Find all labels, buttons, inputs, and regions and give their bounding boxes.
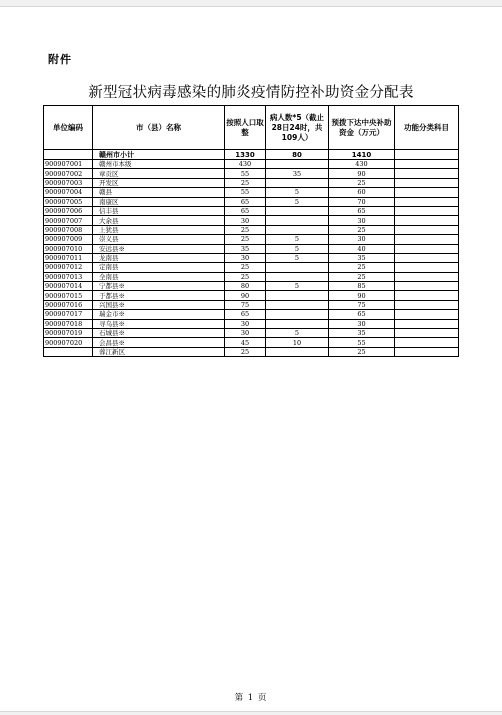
cell-code: 900907015 — [44, 291, 93, 300]
cell-code: 900907013 — [44, 272, 93, 281]
cell-population: 35 — [225, 244, 266, 253]
cell-patients — [266, 291, 329, 300]
cell-code: 900907010 — [44, 244, 93, 253]
cell-patients: 35 — [266, 169, 329, 178]
cell-patients — [266, 272, 329, 281]
subtotal-population: 1330 — [225, 150, 266, 160]
page-number: 第 1 页 — [234, 693, 268, 703]
cell-population: 430 — [225, 160, 266, 169]
cell-patients — [266, 160, 329, 169]
cell-patients — [266, 300, 329, 309]
cell-population: 30 — [225, 253, 266, 262]
table-row — [44, 282, 459, 291]
cell-name: 章贡区 — [93, 169, 225, 178]
cell-funds: 430 — [329, 160, 395, 169]
cell-category — [395, 272, 459, 281]
cell-population: 65 — [225, 206, 266, 215]
cell-funds: 75 — [329, 300, 395, 309]
cell-patients: 10 — [266, 338, 329, 347]
table-row — [44, 178, 459, 187]
cell-funds: 25 — [329, 347, 395, 356]
cell-population: 45 — [225, 338, 266, 347]
table-row — [44, 338, 459, 347]
document-page — [0, 6, 502, 712]
cell-name: 赣州市本级 — [93, 160, 225, 169]
cell-patients: 5 — [266, 235, 329, 244]
cell-category — [395, 263, 459, 272]
table-row — [44, 329, 459, 338]
table-header-row — [44, 106, 459, 150]
cell-category — [395, 244, 459, 253]
cell-population: 65 — [225, 197, 266, 206]
cell-patients — [266, 347, 329, 356]
cell-name: 赣县 — [93, 188, 225, 197]
cell-name: 于都县※ — [93, 291, 225, 300]
cell-population: 25 — [225, 347, 266, 356]
cell-code: 900907016 — [44, 300, 93, 309]
cell-funds: 25 — [329, 178, 395, 187]
table-row — [44, 310, 459, 319]
table-row — [44, 197, 459, 206]
allocation-table — [43, 105, 459, 357]
cell-code: 900907008 — [44, 225, 93, 234]
cell-category — [395, 160, 459, 169]
table-row — [44, 263, 459, 272]
cell-patients: 5 — [266, 188, 329, 197]
cell-patients — [266, 178, 329, 187]
cell-population: 30 — [225, 319, 266, 328]
cell-code: 900907002 — [44, 169, 93, 178]
cell-category — [395, 329, 459, 338]
cell-funds: 25 — [329, 272, 395, 281]
cell-patients: 5 — [266, 197, 329, 206]
subtotal-funds: 1410 — [329, 150, 395, 160]
cell-funds: 60 — [329, 188, 395, 197]
cell-code: 900907012 — [44, 263, 93, 272]
cell-patients: 5 — [266, 253, 329, 262]
cell-name: 信丰县 — [93, 206, 225, 215]
table-row — [44, 291, 459, 300]
cell-category — [395, 310, 459, 319]
subtotal-code — [44, 150, 93, 160]
cell-category — [395, 300, 459, 309]
cell-funds: 35 — [329, 329, 395, 338]
table-row — [44, 160, 459, 169]
cell-patients: 5 — [266, 244, 329, 253]
cell-patients — [266, 263, 329, 272]
cell-category — [395, 347, 459, 356]
cell-funds: 70 — [329, 197, 395, 206]
cell-population: 55 — [225, 169, 266, 178]
cell-category — [395, 225, 459, 234]
cell-category — [395, 319, 459, 328]
cell-patients — [266, 310, 329, 319]
cell-code: 900907017 — [44, 310, 93, 319]
cell-funds: 35 — [329, 253, 395, 262]
cell-name: 上犹县 — [93, 225, 225, 234]
cell-category — [395, 235, 459, 244]
cell-funds: 25 — [329, 225, 395, 234]
cell-funds: 90 — [329, 291, 395, 300]
cell-code: 900907001 — [44, 160, 93, 169]
header-category: 功能分类科目 — [395, 106, 459, 150]
cell-name: 宁都县※ — [93, 282, 225, 291]
table-row — [44, 225, 459, 234]
cell-patients: 5 — [266, 329, 329, 338]
table-row — [44, 188, 459, 197]
cell-population: 25 — [225, 272, 266, 281]
cell-population: 80 — [225, 282, 266, 291]
table-row — [44, 253, 459, 262]
table-row — [44, 300, 459, 309]
cell-code: 900907018 — [44, 319, 93, 328]
cell-name: 蓉江新区 — [93, 347, 225, 356]
cell-code: 900907011 — [44, 253, 93, 262]
cell-category — [395, 291, 459, 300]
cell-population: 25 — [225, 235, 266, 244]
subtotal-patients: 80 — [266, 150, 329, 160]
cell-code: 900907020 — [44, 338, 93, 347]
cell-funds: 40 — [329, 244, 395, 253]
cell-name: 瑞金市※ — [93, 310, 225, 319]
cell-funds: 65 — [329, 206, 395, 215]
cell-population: 25 — [225, 225, 266, 234]
table-row — [44, 244, 459, 253]
table-row — [44, 319, 459, 328]
cell-population: 90 — [225, 291, 266, 300]
cell-name: 龙南县 — [93, 253, 225, 262]
cell-funds: 90 — [329, 169, 395, 178]
cell-name: 开发区 — [93, 178, 225, 187]
cell-name: 石城县※ — [93, 329, 225, 338]
header-patients: 病人数*5（截止28日24时，共109人） — [266, 106, 329, 150]
cell-category — [395, 253, 459, 262]
header-funds: 预拨下达中央补助资金（万元） — [329, 106, 395, 150]
cell-category — [395, 216, 459, 225]
cell-code: 900907003 — [44, 178, 93, 187]
cell-name: 会昌县※ — [93, 338, 225, 347]
cell-funds: 85 — [329, 282, 395, 291]
cell-name: 寻乌县※ — [93, 319, 225, 328]
cell-category — [395, 338, 459, 347]
cell-category — [395, 178, 459, 187]
cell-category — [395, 197, 459, 206]
cell-name: 兴国县※ — [93, 300, 225, 309]
table-row — [44, 169, 459, 178]
cell-name: 南康区 — [93, 197, 225, 206]
cell-population: 65 — [225, 310, 266, 319]
cell-category — [395, 169, 459, 178]
cell-funds: 30 — [329, 235, 395, 244]
cell-code: 900907019 — [44, 329, 93, 338]
cell-funds: 25 — [329, 263, 395, 272]
cell-patients — [266, 206, 329, 215]
subtotal-row — [44, 150, 459, 160]
cell-population: 75 — [225, 300, 266, 309]
cell-funds: 30 — [329, 319, 395, 328]
cell-population: 55 — [225, 188, 266, 197]
document-title: 新型冠状病毒感染的肺炎疫情防控补助资金分配表 — [88, 85, 414, 101]
cell-code: 900907007 — [44, 216, 93, 225]
table-row — [44, 272, 459, 281]
cell-code: 900907004 — [44, 188, 93, 197]
cell-funds: 55 — [329, 338, 395, 347]
cell-name: 定南县 — [93, 263, 225, 272]
header-county-name: 市（县）名称 — [93, 106, 225, 150]
cell-code — [44, 347, 93, 356]
table-row — [44, 216, 459, 225]
subtotal-name: 赣州市小计 — [93, 150, 225, 160]
table-row — [44, 347, 459, 356]
cell-patients — [266, 225, 329, 234]
table-row — [44, 235, 459, 244]
cell-funds: 65 — [329, 310, 395, 319]
cell-code: 900907014 — [44, 282, 93, 291]
cell-population: 25 — [225, 263, 266, 272]
attachment-label: 附件 — [48, 53, 72, 66]
cell-category — [395, 206, 459, 215]
cell-patients — [266, 319, 329, 328]
cell-name: 全南县 — [93, 272, 225, 281]
cell-funds: 30 — [329, 216, 395, 225]
cell-population: 30 — [225, 216, 266, 225]
cell-population: 30 — [225, 329, 266, 338]
cell-code: 900907005 — [44, 197, 93, 206]
cell-code: 900907009 — [44, 235, 93, 244]
header-population: 按照人口取整 — [225, 106, 266, 150]
cell-population: 25 — [225, 178, 266, 187]
cell-code: 900907006 — [44, 206, 93, 215]
cell-category — [395, 282, 459, 291]
cell-patients: 5 — [266, 282, 329, 291]
subtotal-category — [395, 150, 459, 160]
table-row — [44, 206, 459, 215]
cell-category — [395, 188, 459, 197]
cell-patients — [266, 216, 329, 225]
header-unit-code: 单位编码 — [44, 106, 93, 150]
cell-name: 大余县 — [93, 216, 225, 225]
cell-name: 安远县※ — [93, 244, 225, 253]
cell-name: 崇义县 — [93, 235, 225, 244]
